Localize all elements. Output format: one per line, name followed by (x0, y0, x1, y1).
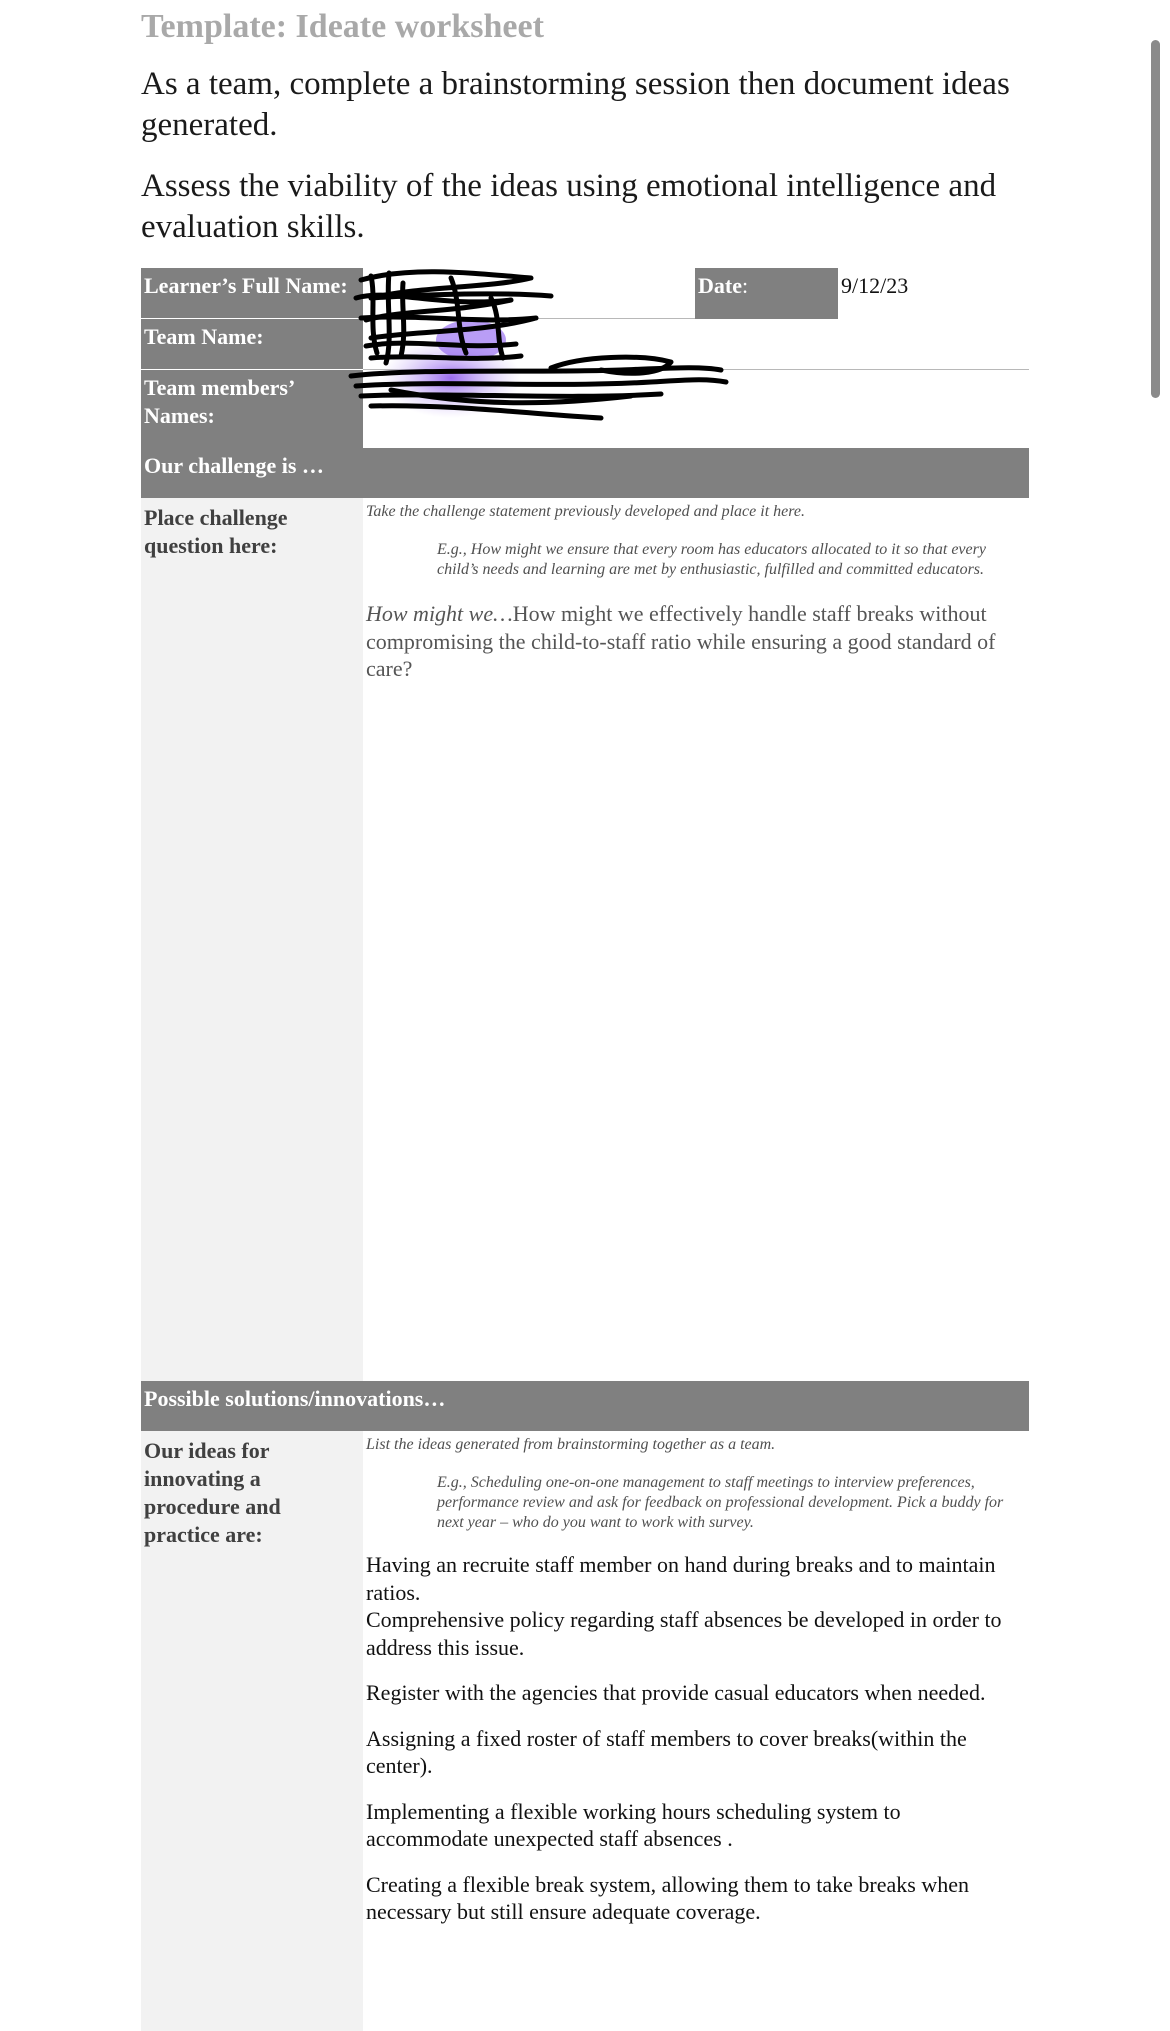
challenge-example: E.g., How might we ensure that every room has educators allocated to it so that every child’s needs and learning are met by enthusiastic, fulfilled and committed educators. (437, 541, 986, 578)
idea-item: Register with the agencies that provide casual educators when needed. (366, 1680, 986, 1705)
challenge-question-content (363, 498, 1029, 1381)
intro-paragraph-1: As a team, complete a brainstorming session then document ideas generated. (141, 66, 1010, 143)
learner-info-table (141, 268, 1029, 448)
idea-item: Comprehensive policy regarding staff absences be developed in order to address this issue. (366, 1607, 1002, 1660)
worksheet-document (141, 0, 1029, 2031)
challenge-prefix: How might we… (366, 601, 513, 626)
challenge-section-header: Our challenge is … (141, 448, 1029, 498)
solutions-example: E.g., Scheduling one-on-one management to staff meetings to interview preferences, performance review and ask for feedback on professional development. Pick a buddy for next year – who do you want to work with survey. (437, 1474, 1004, 1531)
ideas-label: Our ideas for innovating a procedure and practice are: (141, 1431, 363, 2031)
idea-item: Having an recruite staff member on hand during breaks and to maintain ratios. (366, 1552, 996, 1605)
team-members-label: Team members’ Names: (141, 370, 363, 448)
challenge-answer (366, 600, 1026, 683)
solutions-section-header: Possible solutions/innovations… (141, 1381, 1029, 1431)
idea-item: Implementing a flexible working hours scheduling system to accommodate unexpected staff absences . (366, 1798, 901, 1851)
intro-paragraph-2: Assess the viability of the ideas using emotional intelligence and evaluation skills. (141, 168, 997, 245)
solutions-hint: List the ideas generated from brainstorming together as a team. (366, 1436, 776, 1453)
ideas-content (363, 1431, 1029, 2031)
team-name-label: Team Name: (141, 319, 363, 369)
redaction-scribble (331, 258, 761, 428)
page-title: Template: Ideate worksheet (141, 8, 544, 45)
date-label-text: Date (698, 273, 742, 298)
idea-item: Creating a flexible break system, allowing them to take breaks when necessary but still ensure adequate coverage. (366, 1871, 969, 1924)
scrollbar[interactable] (1151, 40, 1160, 398)
challenge-answer-text: How might we effectively handle staff breaks without compromising the child-to-staff ratio while ensuring a good standard of care? (366, 601, 996, 681)
challenge-section (141, 498, 1029, 1381)
solutions-section (141, 1431, 1029, 2031)
date-value: 9/12/23 (841, 273, 909, 298)
learner-name-label: Learner’s Full Name: (141, 268, 363, 318)
date-label-colon: : (741, 273, 749, 298)
idea-item: Assigning a fixed roster of staff members to cover breaks(within the center). (366, 1725, 967, 1778)
challenge-hint: Take the challenge statement previously developed and place it here. (366, 503, 805, 520)
challenge-question-label: Place challenge question here: (141, 498, 363, 1381)
